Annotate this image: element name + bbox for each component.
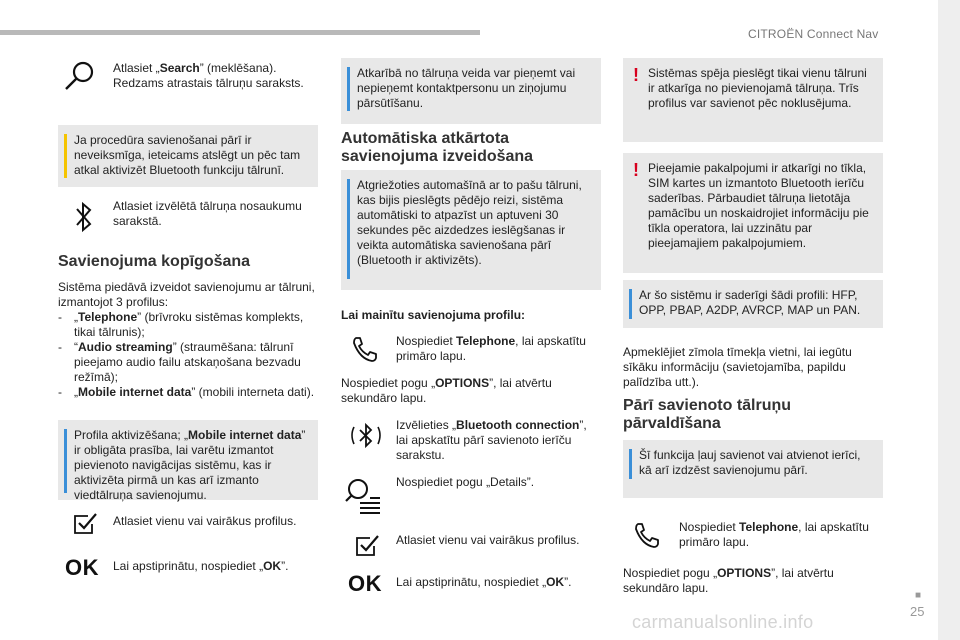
- ok-icon: OK: [65, 555, 99, 580]
- confirm-step: Lai apstiprinātu, nospiediet „OK”.: [113, 559, 289, 573]
- profile-list: [58, 310, 318, 400]
- note-auto-reconnect: Atgriežoties automašīnā ar to pašu tālruni, kas bijis pieslēgts pēdējo reizi, sistēma automātiski to atpazīst un aptuveni 30 sekundes pēc aizdedzes ieslēgšanas ir veikta automātiska savienošana pārī (Bluetooth ir aktivizēts).: [341, 170, 601, 290]
- list-item: - “Audio streaming” (straumēšana: tālrunī pieejamo audio failu atskaņošana bezvadu režīmā);: [58, 340, 318, 385]
- manage-heading: Pārī savienoto tālruņu pārvaldīšana: [623, 397, 792, 432]
- note-accent: [347, 179, 350, 279]
- note-accent: [64, 134, 67, 178]
- note-mobile-data: Profila aktivizēšana; „Mobile internet data” ir obligāta prasība, lai varētu izmantot pievienoto navigācijas sistēmu, kas ir aktivizēta pirmā un kas arī izmanto viedtālruņa savienojumu.: [58, 420, 318, 500]
- press-options-step-2: Nospiediet pogu „OPTIONS”, lai atvērtu sekundāro lapu.: [623, 566, 834, 595]
- change-profile-heading: Lai mainītu savienojuma profilu:: [341, 308, 526, 322]
- note-accent: [629, 289, 632, 319]
- note-accent: [629, 449, 632, 479]
- press-telephone-step-2: Nospiediet Telephone, lai apskatītu primāro lapu.: [679, 520, 869, 549]
- select-phone-step: Atlasiet izvēlētā tālruņa nosaukumu sarakstā.: [113, 199, 302, 228]
- select-profiles-step: Atlasiet vienu vai vairākus profilus.: [113, 514, 297, 528]
- note-compatible-profiles: Ar šo sistēmu ir saderīgi šādi profili: HFP, OPP, PBAP, A2DP, AVRCP, MAP un PAN.: [623, 280, 883, 328]
- header-title: CITROËN Connect Nav: [748, 27, 879, 41]
- warning-services: ! Pieejamie pakalpojumi ir atkarīgi no tīkla, SIM kartes un izmantoto Bluetooth ierīču saderības. Pārbaudiet tālruņa lietotāja pamācību un noskaidrojiet informāciju pie tīkla operatora, lai uzzinātu par pieejamajiem pakalpojumiem.: [623, 153, 883, 273]
- header-rule: [0, 30, 480, 35]
- share-intro: Sistēma piedāvā izveidot savienojumu ar tālruni, izmantojot 3 profilus:: [58, 280, 315, 309]
- search-icon: [62, 58, 98, 94]
- search-step: Atlasiet „Search” (meklēšana). Redzams atrastais tālruņu saraksts.: [113, 61, 304, 90]
- confirm-step-2: Lai apstiprinātu, nospiediet „OK”.: [396, 575, 572, 589]
- press-details-step: Nospiediet pogu „Details”.: [396, 475, 535, 489]
- ok-icon: OK: [348, 571, 382, 596]
- page-number: 25: [910, 604, 925, 619]
- bluetooth-connection-icon: [348, 418, 384, 454]
- bluetooth-icon: [70, 200, 98, 234]
- list-item: - „Mobile internet data” (mobili interneta dati).: [58, 385, 318, 400]
- checkbox-icon: [354, 534, 380, 558]
- note-manage: Šī funkcija ļauj savienot vai atvienot ierīci, kā arī izdzēst savienojumu pārī.: [623, 440, 883, 498]
- press-options-step: Nospiediet pogu „OPTIONS”, lai atvērtu sekundāro lapu.: [341, 376, 552, 405]
- side-strip: [938, 0, 960, 640]
- note-accent: [347, 67, 350, 111]
- page-marker: ■: [915, 590, 922, 601]
- warning-icon: !: [633, 160, 639, 180]
- warning-icon: !: [633, 65, 639, 85]
- list-item: - „Telephone” (brīvroku sistēmas komplekts, tikai tālrunis);: [58, 310, 318, 340]
- press-telephone-step: Nospiediet Telephone, lai apskatītu primāro lapu.: [396, 334, 586, 363]
- website-text: Apmeklējiet zīmola tīmekļa vietni, lai iegūtu sīkāku informāciju (savietojamība, papildu palīdzība utt.).: [623, 345, 852, 389]
- telephone-icon: [349, 333, 381, 365]
- checkbox-icon: [72, 512, 98, 536]
- select-bluetooth-step: Izvēlieties „Bluetooth connection”, lai apskatītu pārī savienoto ierīču sarakstu.: [396, 418, 587, 462]
- auto-reconnect-heading: Automātiska atkārtota savienojuma izveidošana: [341, 130, 534, 165]
- note-accent: [64, 429, 67, 493]
- note-contact-transfer: Atkarībā no tālruņa veida var pieņemt vai nepieņemt kontaktpersonu un ziņojumu pārsūtīšanu.: [341, 58, 601, 124]
- warning-single-phone: ! Sistēmas spēja pieslēgt tikai vienu tālruni ir atkarīga no pievienojamā tālruņa. Trīs profilus var savienot pēc noklusējuma.: [623, 58, 883, 142]
- telephone-icon: [631, 519, 663, 551]
- watermark: carmanualsonline.info: [632, 612, 814, 632]
- share-heading: Savienojuma kopīgošana: [58, 253, 251, 270]
- note-pairing-failed: Ja procedūra savienošanai pārī ir neveiksmīga, ieteicams atslēgt un pēc tam atkal aktivizēt Bluetooth funkciju tālrunī.: [58, 125, 318, 187]
- select-profiles-step-2: Atlasiet vienu vai vairākus profilus.: [396, 533, 580, 547]
- details-icon: [344, 475, 384, 515]
